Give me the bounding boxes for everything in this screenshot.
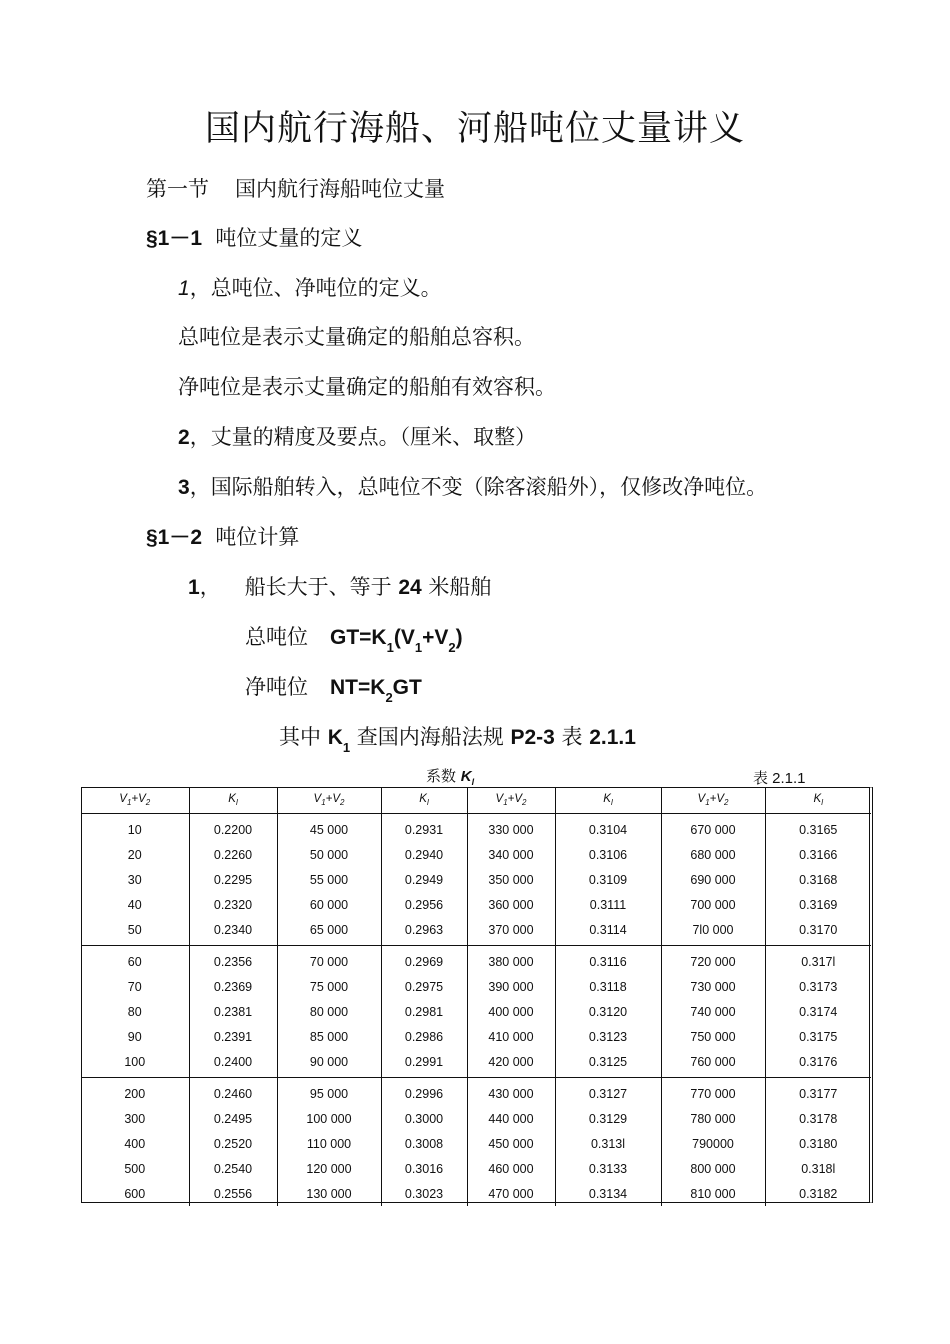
coefficient-cell: 0.3023 xyxy=(381,1181,467,1206)
subsection-2-name: 吨位计算 xyxy=(215,525,300,549)
item-3 xyxy=(178,471,767,501)
coefficient-cell: 0.2996 xyxy=(381,1078,467,1107)
table-row xyxy=(81,974,871,999)
coefficient-table xyxy=(81,787,871,1206)
volume-cell: 780 000 xyxy=(661,1106,765,1131)
volume-cell: 430 000 xyxy=(467,1078,555,1107)
coefficient-cell: 0.2949 xyxy=(381,867,467,892)
item-2-text: 丈量的精度及要点。（厘米、取整） xyxy=(210,425,537,449)
volume-cell: 360 000 xyxy=(467,892,555,917)
volume-cell: 110 000 xyxy=(277,1131,381,1156)
coefficient-cell: 0.313l xyxy=(555,1131,661,1156)
calc-item-1-length: 24 xyxy=(398,576,422,599)
k1-note-pre: 其中 xyxy=(279,725,321,749)
nt-definition: 净吨位是表示丈量确定的船舶有效容积。 xyxy=(178,375,556,399)
coefficient-cell: 0.2986 xyxy=(381,1024,467,1049)
coefficient-cell: 0.2969 xyxy=(381,946,467,975)
section-heading xyxy=(146,173,445,203)
table-row xyxy=(81,814,871,843)
volume-cell: 75 000 xyxy=(277,974,381,999)
section-label: 第一节 xyxy=(146,177,209,201)
volume-cell: 740 000 xyxy=(661,999,765,1024)
item-1-text: 总吨位、净吨位的定义。 xyxy=(210,276,442,300)
volume-cell: 85 000 xyxy=(277,1024,381,1049)
volume-cell: 700 000 xyxy=(661,892,765,917)
volume-cell: 720 000 xyxy=(661,946,765,975)
gt-formula: $GT=K_1(V_1+V_2)$ xyxy=(330,626,463,655)
subsection-1-name: 吨位丈量的定义 xyxy=(215,226,363,250)
volume-cell: 790000 xyxy=(661,1131,765,1156)
volume-cell: 730 000 xyxy=(661,974,765,999)
volume-cell: 80 xyxy=(81,999,189,1024)
volume-cell: 770 000 xyxy=(661,1078,765,1107)
coefficient-cell: 0.3182 xyxy=(799,1186,838,1201)
coefficient-cell: 0.3118 xyxy=(555,974,661,999)
coefficient-cell: 0.2320 xyxy=(189,892,277,917)
coefficient-cell: 0.2460 xyxy=(189,1078,277,1107)
volume-cell: 400 xyxy=(81,1131,189,1156)
coefficient-cell: 0.3106 xyxy=(555,842,661,867)
coefficient-cell: 0.3000 xyxy=(381,1106,467,1131)
volume-cell: 410 000 xyxy=(467,1024,555,1049)
nt-formula-label: 净吨位 xyxy=(245,675,308,699)
item-2-number: 2 xyxy=(178,426,190,449)
table-row xyxy=(81,1131,871,1156)
subsection-1-number: §1－1 xyxy=(146,227,203,250)
gt-formula-label: 总吨位 xyxy=(245,625,308,649)
k1-note-mid: 查国内海船法规 xyxy=(356,725,504,749)
table-row xyxy=(81,1049,871,1078)
volume-cell: 380 000 xyxy=(467,946,555,975)
item-2 xyxy=(178,421,536,451)
coefficient-cell: 0.3125 xyxy=(555,1049,661,1078)
coefficient-cell: 0.3178 xyxy=(799,1111,838,1126)
volume-cell: 100 xyxy=(81,1049,189,1078)
coefficient-cell: 0.317l xyxy=(801,954,836,969)
volume-cell: 120 000 xyxy=(277,1156,381,1181)
item-3-number: 3 xyxy=(178,476,190,499)
coefficient-cell: 0.3116 xyxy=(555,946,661,975)
coefficient-cell: 0.2956 xyxy=(381,892,467,917)
subsection-2-heading xyxy=(146,521,299,551)
item-1-sep: ， xyxy=(189,276,211,300)
volume-cell: 370 000 xyxy=(467,917,555,946)
k1-note-table-number: 2.1.1 xyxy=(589,726,636,749)
volume-cell: 340 000 xyxy=(467,842,555,867)
table-row xyxy=(81,842,871,867)
volume-cell: 60 xyxy=(81,946,189,975)
table-row xyxy=(81,892,871,917)
nt-formula: $NT=K_2GT$ xyxy=(330,676,422,705)
volume-cell: 90 xyxy=(81,1024,189,1049)
volume-cell: 800 000 xyxy=(661,1156,765,1181)
volume-cell: 10 xyxy=(81,814,189,843)
document-title: 国内航行海船、河船吨位丈量讲义 xyxy=(204,109,745,149)
coefficient-cell: 0.3176 xyxy=(765,1049,871,1078)
table-row xyxy=(81,1024,871,1049)
coefficient-cell: 0.3165 xyxy=(799,822,838,837)
calc-item-1 xyxy=(188,571,491,601)
volume-cell: 55 000 xyxy=(277,867,381,892)
table-caption-symbol: $K_l$ xyxy=(460,768,475,787)
table-row xyxy=(81,1181,871,1206)
coefficient-cell: 0.3104 xyxy=(555,814,661,843)
volume-cell: 90 000 xyxy=(277,1049,381,1078)
volume-cell: 40 xyxy=(81,892,189,917)
table-row xyxy=(81,999,871,1024)
volume-cell: 390 000 xyxy=(467,974,555,999)
coefficient-cell: 0.3173 xyxy=(799,979,838,994)
coefficient-cell: 0.3134 xyxy=(555,1181,661,1206)
volume-cell: 7l0 000 xyxy=(661,917,765,946)
coefficient-cell: 0.3169 xyxy=(799,897,838,912)
subsection-2-number: §1－2 xyxy=(146,526,203,549)
calc-item-1-number: 1 xyxy=(188,576,200,599)
header-v1v2: $V_1+V_2$ xyxy=(277,787,381,814)
header-v1v2: $V_1+V_2$ xyxy=(467,787,555,814)
coefficient-cell: 0.3120 xyxy=(555,999,661,1024)
volume-cell: 810 000 xyxy=(661,1181,765,1206)
calc-item-1-sep: ， xyxy=(199,575,221,599)
volume-cell: 500 xyxy=(81,1156,189,1181)
coefficient-cell: 0.3016 xyxy=(381,1156,467,1181)
table-reference: 表 2.1.1 xyxy=(753,770,806,787)
item-1 xyxy=(178,272,442,302)
k1-note-ref: P2-3 xyxy=(510,726,555,749)
volume-cell: 20 xyxy=(81,842,189,867)
coefficient-cell: 0.2963 xyxy=(381,917,467,946)
header-kl: $K_l$ xyxy=(381,787,467,814)
table-row xyxy=(81,1156,871,1181)
volume-cell: 95 000 xyxy=(277,1078,381,1107)
header-kl: $K_l$ xyxy=(765,787,871,814)
table-caption-label: 系数 xyxy=(426,767,457,785)
volume-cell: 65 000 xyxy=(277,917,381,946)
volume-cell: 420 000 xyxy=(467,1049,555,1078)
item-2-sep: ， xyxy=(189,425,211,449)
coefficient-cell: 0.2200 xyxy=(189,814,277,843)
table-body xyxy=(81,814,871,1207)
calc-item-1-pre: 船长大于、等于 xyxy=(244,575,392,599)
coefficient-cell: 0.2391 xyxy=(189,1024,277,1049)
coefficient-cell: 0.2369 xyxy=(189,974,277,999)
volume-cell: 760 000 xyxy=(661,1049,765,1078)
volume-cell: 460 000 xyxy=(467,1156,555,1181)
header-v1v2: $V_1+V_2$ xyxy=(661,787,765,814)
volume-cell: 470 000 xyxy=(467,1181,555,1206)
item-3-text: 国际船舶转入，总吨位不变（除客滚船外），仅修改净吨位。 xyxy=(210,475,768,499)
volume-cell: 50 xyxy=(81,917,189,946)
volume-cell: 300 xyxy=(81,1106,189,1131)
coefficient-cell: 0.2940 xyxy=(381,842,467,867)
k1-note xyxy=(279,721,636,755)
coefficient-cell: 0.3008 xyxy=(381,1131,467,1156)
table-row xyxy=(81,946,871,975)
volume-cell: 670 000 xyxy=(661,814,765,843)
subsection-1-heading xyxy=(146,222,362,252)
coefficient-cell: 0.2340 xyxy=(189,917,277,946)
coefficient-cell: 0.2556 xyxy=(189,1181,277,1206)
coefficient-cell: 0.318l xyxy=(801,1161,836,1176)
header-kl: $K_l$ xyxy=(189,787,277,814)
volume-cell: 60 000 xyxy=(277,892,381,917)
volume-cell: 70 000 xyxy=(277,946,381,975)
volume-cell: 350 000 xyxy=(467,867,555,892)
calc-item-1-post: 米船舶 xyxy=(428,575,492,599)
coefficient-cell: 0.3180 xyxy=(799,1136,838,1151)
gt-definition: 总吨位是表示丈量确定的船舶总容积。 xyxy=(178,325,535,349)
coefficient-cell: 0.2540 xyxy=(189,1156,277,1181)
coefficient-cell: 0.3174 xyxy=(799,1004,838,1019)
volume-cell: 400 000 xyxy=(467,999,555,1024)
coefficient-cell: 0.2991 xyxy=(381,1049,467,1078)
header-kl: $K_l$ xyxy=(555,787,661,814)
volume-cell: 130 000 xyxy=(277,1181,381,1206)
volume-cell: 680 000 xyxy=(661,842,765,867)
coefficient-cell: 0.3170 xyxy=(765,917,871,946)
coefficient-cell: 0.2356 xyxy=(189,946,277,975)
coefficient-cell: 0.2931 xyxy=(381,814,467,843)
volume-cell: 100 000 xyxy=(277,1106,381,1131)
volume-cell: 600 xyxy=(81,1181,189,1206)
nt-formula-line xyxy=(245,671,422,705)
item-3-sep: ， xyxy=(189,475,211,499)
gt-formula-line xyxy=(245,621,463,655)
coefficient-cell: 0.3109 xyxy=(555,867,661,892)
coefficient-cell: 0.2381 xyxy=(189,999,277,1024)
k1-note-table: 表 xyxy=(561,725,583,749)
volume-cell: 450 000 xyxy=(467,1131,555,1156)
volume-cell: 45 000 xyxy=(277,814,381,843)
coefficient-cell: 0.2400 xyxy=(189,1049,277,1078)
coefficient-cell: 0.3175 xyxy=(799,1029,838,1044)
coefficient-cell: 0.3177 xyxy=(799,1086,838,1101)
k1-symbol: $K_1$ xyxy=(327,726,351,755)
volume-cell: 50 000 xyxy=(277,842,381,867)
header-v1v2: $V_1+V_2$ xyxy=(81,787,189,814)
coefficient-cell: 0.3133 xyxy=(555,1156,661,1181)
volume-cell: 750 000 xyxy=(661,1024,765,1049)
coefficient-cell: 0.3168 xyxy=(799,872,838,887)
table-caption xyxy=(426,765,474,787)
coefficient-cell: 0.3166 xyxy=(799,847,838,862)
coefficient-cell: 0.3123 xyxy=(555,1024,661,1049)
coefficient-cell: 0.3127 xyxy=(555,1078,661,1107)
table-row xyxy=(81,867,871,892)
coefficient-cell: 0.3111 xyxy=(555,892,661,917)
table-header-row xyxy=(81,787,871,814)
table-row xyxy=(81,1106,871,1131)
volume-cell: 30 xyxy=(81,867,189,892)
coefficient-cell: 0.2520 xyxy=(189,1131,277,1156)
table-row xyxy=(81,1078,871,1107)
volume-cell: 690 000 xyxy=(661,867,765,892)
volume-cell: 200 xyxy=(81,1078,189,1107)
coefficient-cell: 0.2260 xyxy=(189,842,277,867)
coefficient-cell: 0.2975 xyxy=(381,974,467,999)
coefficient-cell: 0.2981 xyxy=(381,999,467,1024)
coefficient-cell: 0.2495 xyxy=(189,1106,277,1131)
coefficient-cell: 0.3129 xyxy=(555,1106,661,1131)
volume-cell: 70 xyxy=(81,974,189,999)
volume-cell: 330 000 xyxy=(467,814,555,843)
item-1-number: 1 xyxy=(178,277,190,300)
coefficient-cell: 0.2295 xyxy=(189,867,277,892)
table-row xyxy=(81,917,871,946)
coefficient-cell: 0.3114 xyxy=(555,917,661,946)
volume-cell: 440 000 xyxy=(467,1106,555,1131)
volume-cell: 80 000 xyxy=(277,999,381,1024)
section-name: 国内航行海船吨位丈量 xyxy=(235,177,445,201)
